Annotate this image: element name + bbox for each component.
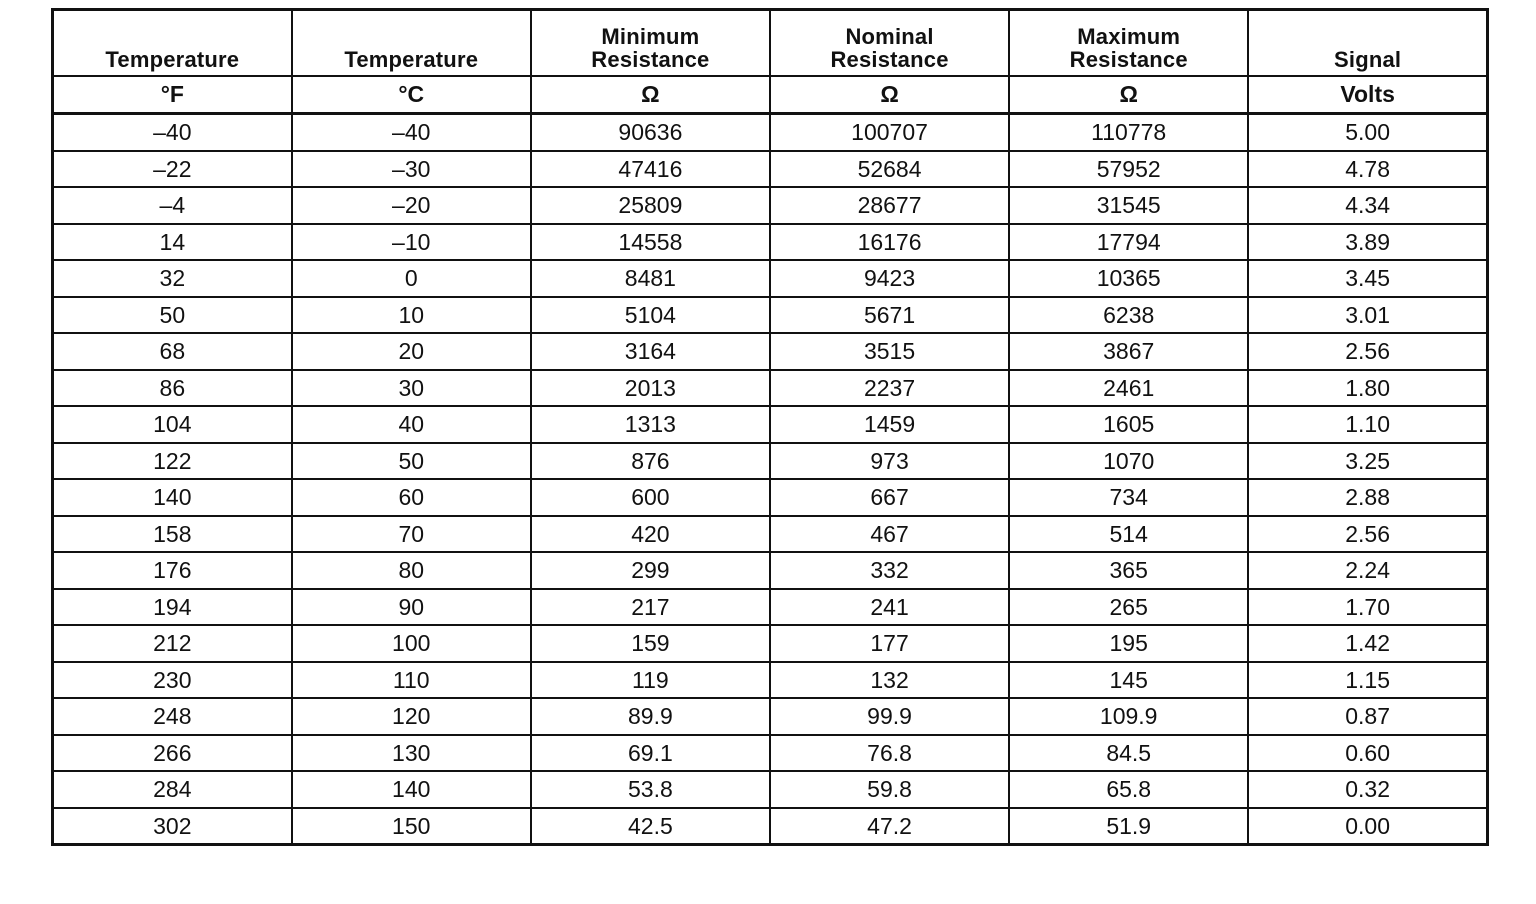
cell-temp-f: 68 (53, 333, 292, 370)
cell-nominal-resistance: 332 (770, 552, 1009, 589)
cell-nominal-resistance: 2237 (770, 370, 1009, 407)
cell-temp-f: 284 (53, 771, 292, 808)
cell-max-resistance: 145 (1009, 662, 1248, 699)
table-header (53, 10, 1488, 114)
cell-max-resistance: 57952 (1009, 151, 1248, 188)
cell-temp-c: 20 (292, 333, 531, 370)
cell-min-resistance: 1313 (531, 406, 770, 443)
cell-temp-f: 302 (53, 808, 292, 845)
table-row (53, 625, 1488, 662)
cell-temp-c: –20 (292, 187, 531, 224)
cell-min-resistance: 8481 (531, 260, 770, 297)
header-line: Minimum (601, 23, 700, 49)
cell-temp-c: –10 (292, 224, 531, 261)
cell-min-resistance: 69.1 (531, 735, 770, 772)
table-row (53, 370, 1488, 407)
cell-temp-c: 150 (292, 808, 531, 845)
cell-temp-c: 140 (292, 771, 531, 808)
cell-temp-c: 40 (292, 406, 531, 443)
cell-signal-volts: 3.45 (1248, 260, 1487, 297)
cell-min-resistance: 89.9 (531, 698, 770, 735)
temperature-resistance-table (51, 8, 1489, 846)
cell-min-resistance: 217 (531, 589, 770, 626)
header-line: Resistance (1069, 46, 1188, 72)
cell-temp-f: –22 (53, 151, 292, 188)
cell-max-resistance: 84.5 (1009, 735, 1248, 772)
cell-min-resistance: 119 (531, 662, 770, 699)
cell-nominal-resistance: 5671 (770, 297, 1009, 334)
cell-temp-f: 104 (53, 406, 292, 443)
table-row (53, 516, 1488, 553)
cell-temp-c: 60 (292, 479, 531, 516)
unit-celsius: °C (292, 76, 531, 114)
cell-max-resistance: 734 (1009, 479, 1248, 516)
cell-signal-volts: 0.32 (1248, 771, 1487, 808)
header-line: Maximum (1077, 23, 1181, 49)
cell-max-resistance: 17794 (1009, 224, 1248, 261)
cell-temp-c: 80 (292, 552, 531, 589)
cell-nominal-resistance: 667 (770, 479, 1009, 516)
unit-volts: Volts (1248, 76, 1487, 114)
table-row (53, 479, 1488, 516)
unit-ohm: Ω (770, 76, 1009, 114)
cell-min-resistance: 5104 (531, 297, 770, 334)
cell-nominal-resistance: 52684 (770, 151, 1009, 188)
cell-signal-volts: 5.00 (1248, 114, 1487, 151)
cell-nominal-resistance: 177 (770, 625, 1009, 662)
cell-nominal-resistance: 467 (770, 516, 1009, 553)
header-line: Temperature (344, 46, 479, 72)
cell-temp-f: 230 (53, 662, 292, 699)
cell-temp-c: 90 (292, 589, 531, 626)
cell-temp-c: 110 (292, 662, 531, 699)
cell-nominal-resistance: 76.8 (770, 735, 1009, 772)
cell-temp-f: 50 (53, 297, 292, 334)
cell-min-resistance: 25809 (531, 187, 770, 224)
cell-temp-c: –40 (292, 114, 531, 151)
header-line: Signal (1334, 46, 1402, 72)
header-max-resistance (1009, 10, 1248, 77)
cell-temp-f: 248 (53, 698, 292, 735)
table-row (53, 443, 1488, 480)
cell-min-resistance: 90636 (531, 114, 770, 151)
cell-max-resistance: 2461 (1009, 370, 1248, 407)
header-line: Resistance (830, 46, 949, 72)
cell-temp-f: 32 (53, 260, 292, 297)
cell-signal-volts: 2.56 (1248, 516, 1487, 553)
header-temp-c (292, 10, 531, 77)
header-line: Temperature (105, 46, 240, 72)
header-line: Resistance (591, 46, 710, 72)
cell-nominal-resistance: 59.8 (770, 771, 1009, 808)
table-row (53, 114, 1488, 151)
cell-min-resistance: 53.8 (531, 771, 770, 808)
cell-max-resistance: 110778 (1009, 114, 1248, 151)
cell-temp-c: 50 (292, 443, 531, 480)
cell-max-resistance: 1070 (1009, 443, 1248, 480)
cell-temp-f: 122 (53, 443, 292, 480)
cell-nominal-resistance: 9423 (770, 260, 1009, 297)
cell-temp-c: 70 (292, 516, 531, 553)
cell-max-resistance: 65.8 (1009, 771, 1248, 808)
cell-min-resistance: 3164 (531, 333, 770, 370)
cell-temp-c: 30 (292, 370, 531, 407)
table-row (53, 297, 1488, 334)
cell-max-resistance: 365 (1009, 552, 1248, 589)
cell-temp-f: 158 (53, 516, 292, 553)
table-row (53, 698, 1488, 735)
unit-fahrenheit: °F (53, 76, 292, 114)
cell-min-resistance: 420 (531, 516, 770, 553)
cell-temp-f: 194 (53, 589, 292, 626)
table-row (53, 260, 1488, 297)
cell-temp-f: 266 (53, 735, 292, 772)
cell-signal-volts: 4.78 (1248, 151, 1487, 188)
cell-min-resistance: 42.5 (531, 808, 770, 845)
table-row (53, 771, 1488, 808)
cell-min-resistance: 2013 (531, 370, 770, 407)
unit-ohm: Ω (531, 76, 770, 114)
cell-signal-volts: 0.00 (1248, 808, 1487, 845)
cell-nominal-resistance: 1459 (770, 406, 1009, 443)
cell-nominal-resistance: 3515 (770, 333, 1009, 370)
cell-max-resistance: 109.9 (1009, 698, 1248, 735)
cell-nominal-resistance: 47.2 (770, 808, 1009, 845)
cell-temp-f: –40 (53, 114, 292, 151)
cell-max-resistance: 6238 (1009, 297, 1248, 334)
cell-nominal-resistance: 973 (770, 443, 1009, 480)
table-row (53, 589, 1488, 626)
cell-signal-volts: 3.01 (1248, 297, 1487, 334)
table-row (53, 187, 1488, 224)
table-row (53, 662, 1488, 699)
header-nominal-resistance (770, 10, 1009, 77)
cell-signal-volts: 1.42 (1248, 625, 1487, 662)
cell-max-resistance: 514 (1009, 516, 1248, 553)
unit-ohm: Ω (1009, 76, 1248, 114)
cell-signal-volts: 1.15 (1248, 662, 1487, 699)
table-row (53, 224, 1488, 261)
table-row (53, 808, 1488, 845)
cell-min-resistance: 600 (531, 479, 770, 516)
cell-min-resistance: 14558 (531, 224, 770, 261)
cell-min-resistance: 47416 (531, 151, 770, 188)
header-min-resistance (531, 10, 770, 77)
cell-min-resistance: 299 (531, 552, 770, 589)
cell-temp-f: 86 (53, 370, 292, 407)
cell-nominal-resistance: 16176 (770, 224, 1009, 261)
cell-temp-f: 140 (53, 479, 292, 516)
cell-temp-f: –4 (53, 187, 292, 224)
cell-max-resistance: 1605 (1009, 406, 1248, 443)
cell-signal-volts: 1.80 (1248, 370, 1487, 407)
header-signal (1248, 10, 1487, 77)
cell-signal-volts: 4.34 (1248, 187, 1487, 224)
cell-temp-c: 0 (292, 260, 531, 297)
cell-max-resistance: 3867 (1009, 333, 1248, 370)
cell-temp-c: 10 (292, 297, 531, 334)
cell-signal-volts: 3.89 (1248, 224, 1487, 261)
cell-min-resistance: 159 (531, 625, 770, 662)
table-row (53, 151, 1488, 188)
cell-temp-c: 130 (292, 735, 531, 772)
cell-min-resistance: 876 (531, 443, 770, 480)
cell-nominal-resistance: 28677 (770, 187, 1009, 224)
cell-temp-c: 100 (292, 625, 531, 662)
header-temp-f (53, 10, 292, 77)
cell-temp-f: 176 (53, 552, 292, 589)
cell-nominal-resistance: 99.9 (770, 698, 1009, 735)
cell-temp-c: –30 (292, 151, 531, 188)
cell-signal-volts: 2.56 (1248, 333, 1487, 370)
cell-signal-volts: 1.70 (1248, 589, 1487, 626)
cell-signal-volts: 0.87 (1248, 698, 1487, 735)
header-row-titles (53, 10, 1488, 77)
cell-temp-f: 212 (53, 625, 292, 662)
table-row (53, 333, 1488, 370)
cell-signal-volts: 0.60 (1248, 735, 1487, 772)
table-body (53, 114, 1488, 845)
cell-signal-volts: 2.88 (1248, 479, 1487, 516)
cell-max-resistance: 31545 (1009, 187, 1248, 224)
cell-max-resistance: 195 (1009, 625, 1248, 662)
cell-nominal-resistance: 241 (770, 589, 1009, 626)
table-row (53, 406, 1488, 443)
header-line: Nominal (845, 23, 934, 49)
cell-signal-volts: 3.25 (1248, 443, 1487, 480)
cell-temp-f: 14 (53, 224, 292, 261)
header-row-units (53, 76, 1488, 114)
cell-nominal-resistance: 100707 (770, 114, 1009, 151)
cell-max-resistance: 51.9 (1009, 808, 1248, 845)
cell-max-resistance: 265 (1009, 589, 1248, 626)
table-row (53, 735, 1488, 772)
cell-temp-c: 120 (292, 698, 531, 735)
cell-nominal-resistance: 132 (770, 662, 1009, 699)
cell-max-resistance: 10365 (1009, 260, 1248, 297)
cell-signal-volts: 1.10 (1248, 406, 1487, 443)
cell-signal-volts: 2.24 (1248, 552, 1487, 589)
table-row (53, 552, 1488, 589)
